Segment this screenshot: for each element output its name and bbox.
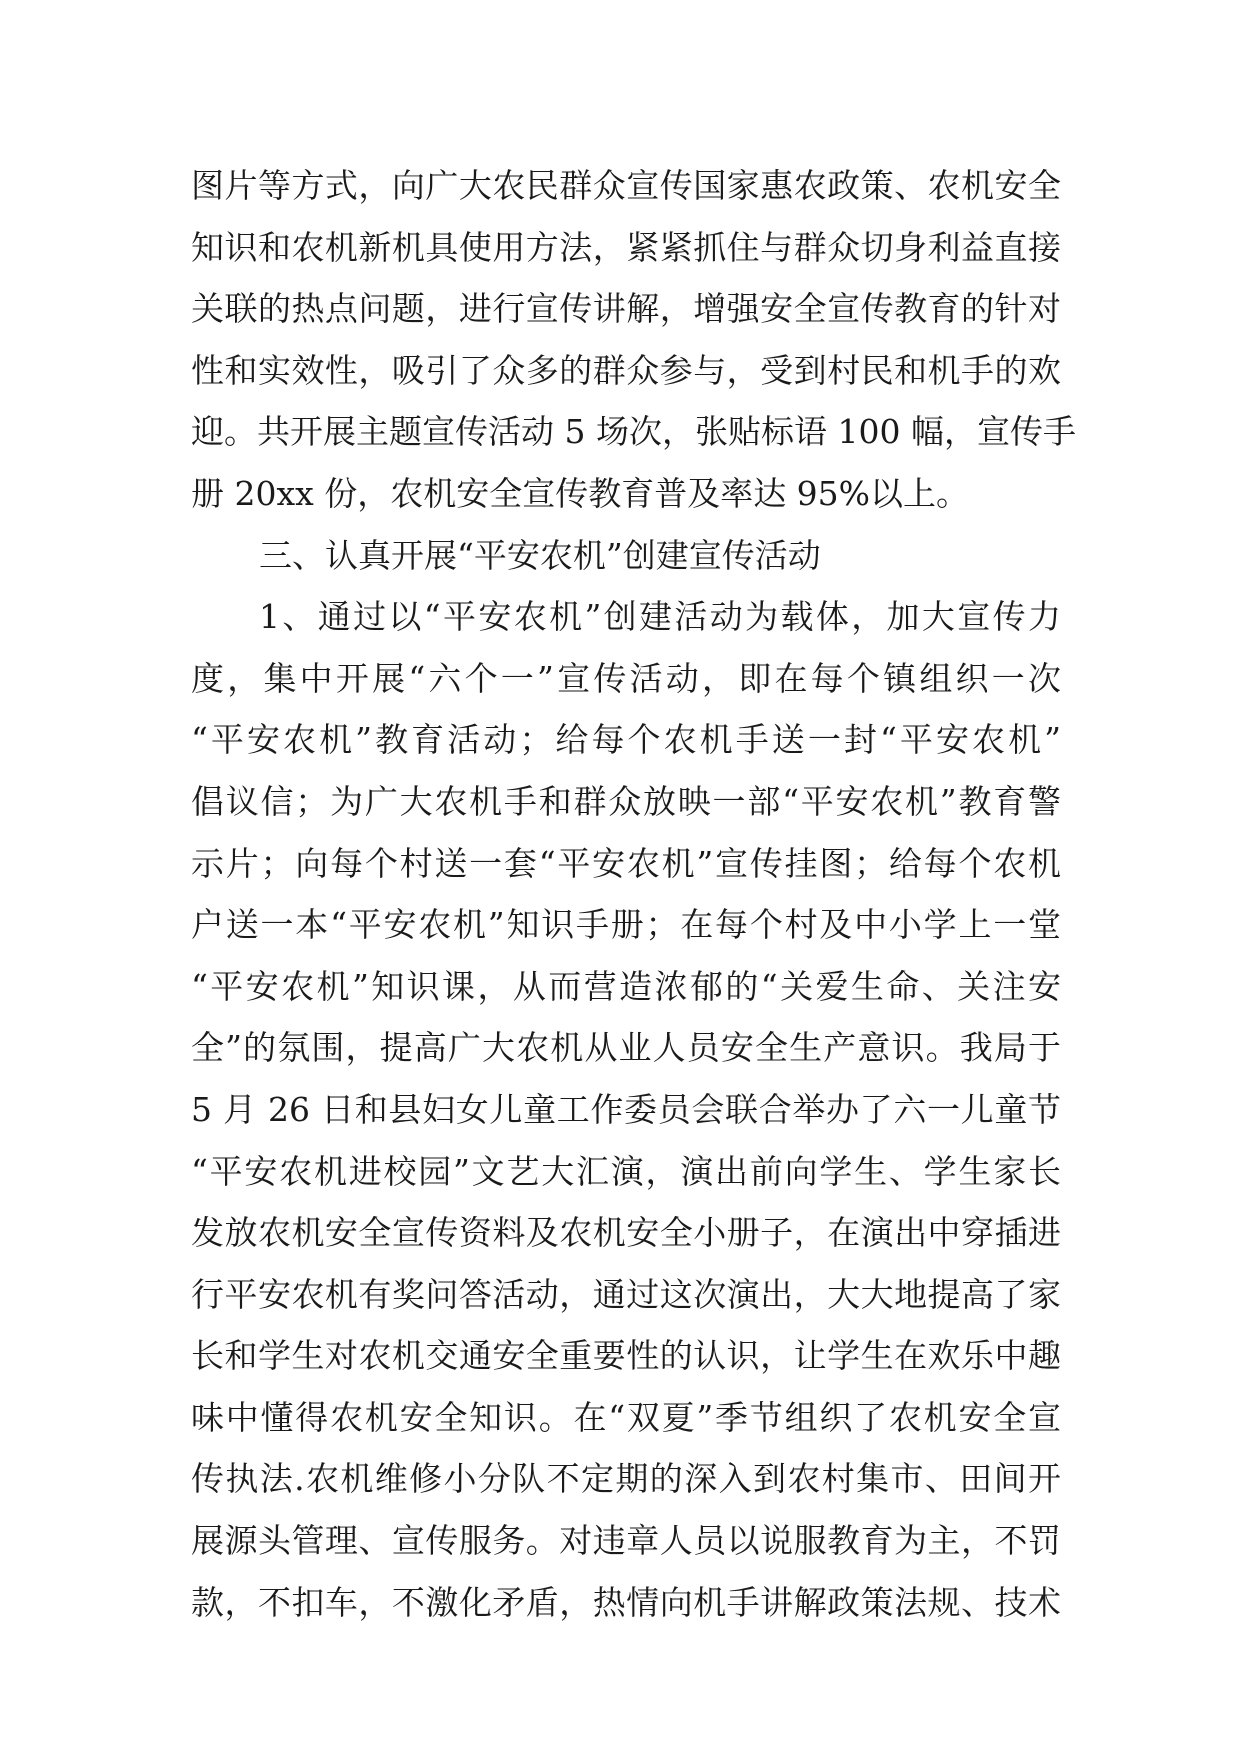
- text-line: 5 月 26 日和县妇女儿童工作委员会联合举办了六一儿童节: [191, 1089, 1061, 1129]
- text-line: 性和实效性，吸引了众多的群众参与，受到村民和机手的欢: [191, 350, 1061, 390]
- text-line: 关联的热点问题，进行宣传讲解，增强安全宣传教育的针对: [191, 289, 1061, 329]
- text-line: 图片等方式，向广大农民群众宣传国家惠农政策、农机安全: [191, 166, 1061, 205]
- text-line: 全”的氛围，提高广大农机从业人员安全生产意识。我局于: [191, 1028, 1061, 1068]
- text-line: 知识和农机新机具使用方法，紧紧抓住与群众切身利益直接: [191, 227, 1061, 267]
- text-line: 度，集中开展“六个一”宣传活动，即在每个镇组织一次: [191, 658, 1061, 698]
- text-line: 1、通过以“平安农机”创建活动为载体，加大宣传力: [259, 597, 1061, 637]
- text-line: 迎。共开展主题宣传活动 5 场次，张贴标语 100 幅，宣传手: [191, 412, 1076, 452]
- text-line: 户送一本“平安农机”知识手册；在每个村及中小学上一堂: [191, 905, 1061, 945]
- text-line: 行平安农机有奖问答活动，通过这次演出，大大地提高了家: [191, 1274, 1061, 1314]
- section-heading: 三、认真开展“平安农机”创建宣传活动: [259, 535, 821, 575]
- text-line: 味中懂得农机安全知识。在“双夏”季节组织了农机安全宣: [191, 1397, 1061, 1437]
- text-line: 册 20xx 份，农机安全宣传教育普及率达 95%以上。: [191, 473, 970, 513]
- text-line: 展源头管理、宣传服务。对违章人员以说服教育为主，不罚: [191, 1521, 1061, 1561]
- text-line: 倡议信；为广大农机手和群众放映一部“平安农机”教育警: [191, 781, 1061, 821]
- text-line: 款，不扣车，不激化矛盾，热情向机手讲解政策法规、技术: [191, 1582, 1061, 1622]
- text-line: 发放农机安全宣传资料及农机安全小册子，在演出中穿插进: [191, 1213, 1061, 1253]
- body-text: [191, 155, 1076, 1633]
- text-line: 长和学生对农机交通安全重要性的认识，让学生在欢乐中趣: [191, 1336, 1061, 1376]
- text-line: 示片；向每个村送一套“平安农机”宣传挂图；给每个农机: [191, 843, 1061, 883]
- text-line: 传执法.农机维修小分队不定期的深入到农村集市、田间开: [191, 1459, 1061, 1499]
- text-line: “平安农机”教育活动；给每个农机手送一封“平安农机”: [191, 720, 1061, 760]
- text-line: “平安农机”知识课，从而营造浓郁的“关爱生命、关注安: [191, 966, 1061, 1006]
- text-line: “平安农机进校园”文艺大汇演，演出前向学生、学生家长: [191, 1151, 1061, 1191]
